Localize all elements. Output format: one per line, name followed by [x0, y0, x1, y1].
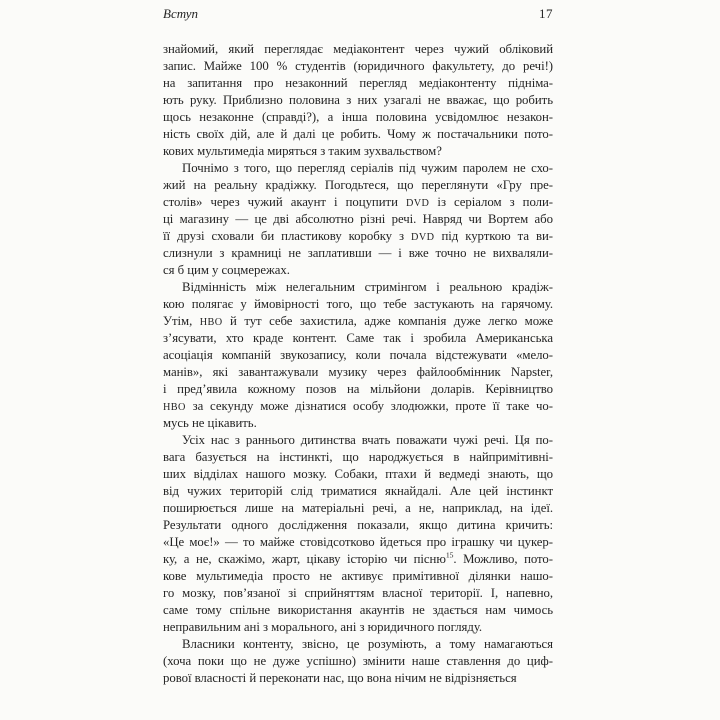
- text-line: з’ясувати, хто краде контент. Саме так і зробила Американська: [163, 331, 553, 345]
- text-line: столів» через чужий акаунт і поцупити DVD із серіалом з поли-: [163, 195, 553, 209]
- small-caps-text: HBO: [199, 317, 223, 328]
- small-caps-text: HBO: [163, 402, 186, 413]
- text-line: ють руку. Приблизно половина з них узагалі не вважає, що робить: [163, 93, 553, 107]
- small-caps-text: DVD: [411, 232, 435, 243]
- text-line: і пред’явила кожному позов на мільйони доларів. Керівництво: [163, 382, 553, 396]
- text-line: ших відділах нашого мозку. Собаки, птахи й ведмеді знають, що: [163, 467, 553, 481]
- text-line: ся б цим у соцмережах.: [163, 263, 290, 277]
- text-line: від чужих територій слід триматися якнайдалі. Але цей інстинкт: [163, 484, 553, 498]
- text-line: Утім, HBO й тут себе захистила, адже компанія дуже легко може: [163, 314, 553, 328]
- text-line: жий на реальну крадіжку. Погодьтеся, що переглянути «Гру пре-: [163, 178, 553, 192]
- text-line: (хоча поки що не дуже успішно) змінити наше ставлення до циф-: [163, 654, 553, 668]
- running-head-section-title: Вступ: [163, 6, 199, 21]
- text-line: саме тому спільне використання акаунтів не здається нам чимось: [163, 603, 553, 617]
- text-line: слизнули з крамниці не заплативши — і вже точно не вихваляли-: [163, 246, 553, 260]
- text-line: кою полягає у ймовірності того, що тебе застукають на гарячому.: [163, 297, 553, 311]
- text-line: на запитання про незаконний перегляд медіаконтенту підніма-: [163, 76, 553, 90]
- text-line: Відмінність між нелегальним стримінгом і реальною крадіж-: [182, 280, 553, 294]
- footnote-marker: 15: [445, 551, 454, 560]
- text-line: мусь не цікавить.: [163, 416, 257, 430]
- text-line: її друзі сховали би пластикову коробку з DVD під курткою та ви-: [163, 229, 553, 243]
- text-line: кове мультимедіа просто не активує примітивної ділянки нашо-: [163, 569, 553, 583]
- text-line: поширюється лише на матеріальні речі, а не, наприклад, на ідеї.: [163, 501, 553, 515]
- text-line: асоціація компаній звукозапису, коли почала відстежувати «мело-: [163, 348, 553, 362]
- text-line: го мозку, пов’язаної зі сприйняттям власної території. І, напевно,: [163, 586, 553, 600]
- text-line: неправильним ані з морального, ані з юридичного погляду.: [163, 620, 483, 634]
- text-line: ці магазину — це дві абсолютно різні речі. Навряд чи Вортем або: [163, 212, 553, 226]
- small-caps-text: DVD: [405, 198, 430, 209]
- text-line: Усіх нас з раннього дитинства вчать поважати чужі речі. Ця по-: [182, 433, 553, 447]
- text-line: ку, а не, скажімо, жарт, цікаву історію чи пісню$^{15}$. Можливо, пото-: [163, 551, 553, 566]
- page-header: [163, 6, 553, 22]
- text-line: щось незаконне (справді?), а інша половина усвідомлює незакон-: [163, 110, 553, 124]
- text-line: Результати одного дослідження показали, якщо дитина кричить:: [163, 518, 553, 532]
- text-line: кових мультимедіа миряться з таким зухвальством?: [163, 144, 442, 158]
- page-text-body: [163, 41, 553, 687]
- text-line: «Це моє!» — то майже стовідсотково йдеться про іграшку чи цукер-: [163, 535, 553, 549]
- text-line: знайомий, який переглядає медіаконтент через чужий обліковий: [163, 42, 553, 56]
- text-line: манів», які завантажували музику через файлообмінник Napster,: [163, 365, 553, 379]
- text-line: запис. Майже 100 % студентів (юридичного факультету, до речі!): [163, 59, 553, 73]
- text-line: Власники контенту, звісно, це розуміють, а тому намагаються: [182, 637, 553, 651]
- text-line: ність своїх дій, але й далі це робить. Чому ж постачальники пото-: [163, 127, 553, 141]
- text-line: рової власності й переконати нас, що вона нічим не відрізняється: [163, 671, 517, 685]
- text-line: HBO за секунду може дізнатися особу злодюжки, проте її таке чо-: [163, 399, 553, 413]
- text-line: вага базується на інстинкті, що народжується в найпримітивні-: [163, 450, 553, 464]
- text-line: Почнімо з того, що перегляд серіалів під чужим паролем не схо-: [182, 161, 553, 175]
- page-number: 17: [539, 6, 553, 21]
